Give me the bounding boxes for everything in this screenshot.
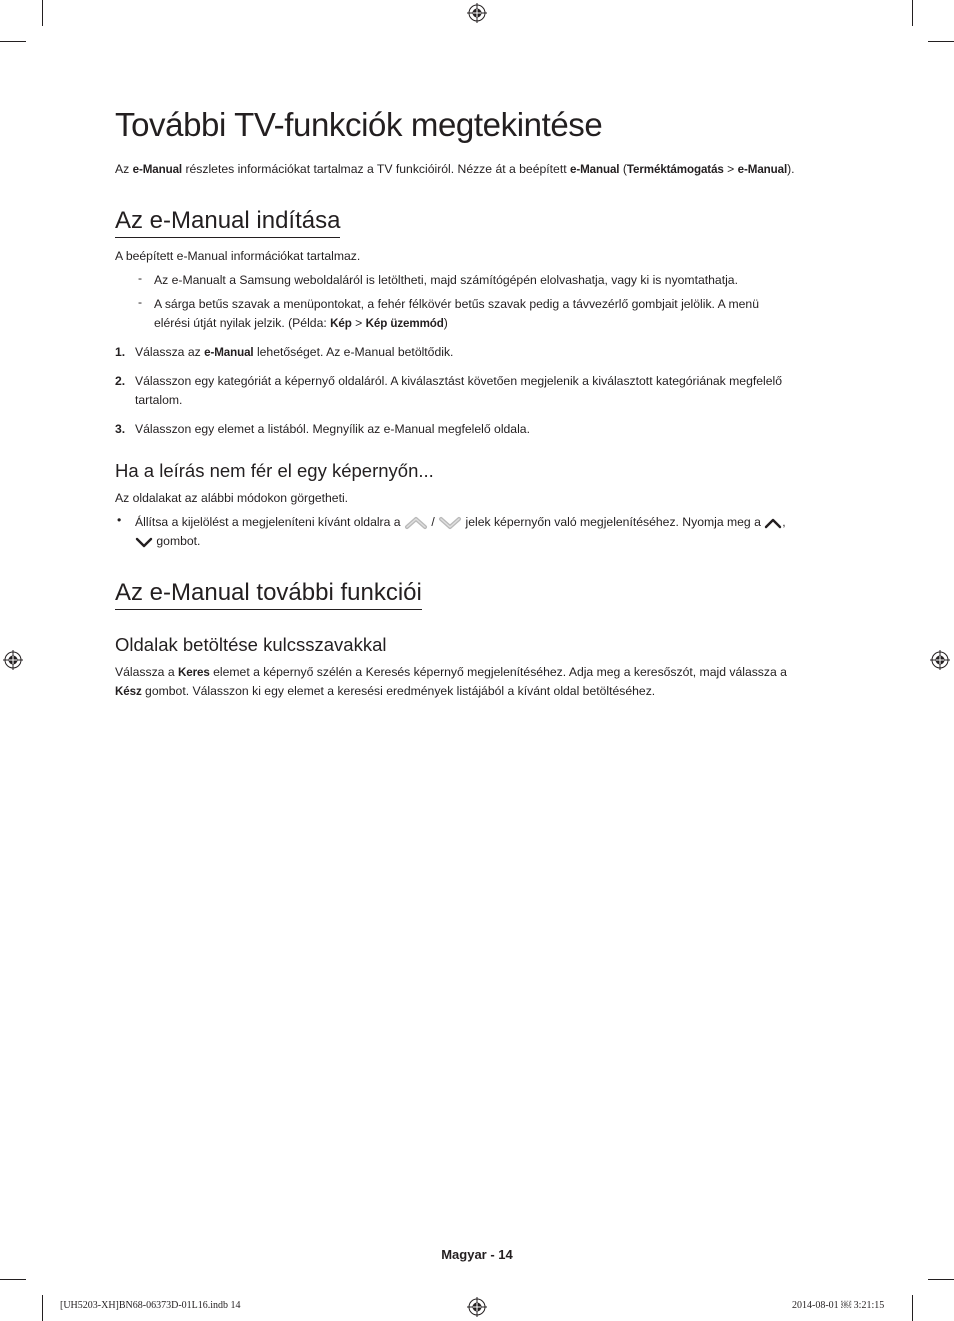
menu-term: Terméktámogatás	[626, 163, 724, 176]
chevron-down-icon	[135, 535, 153, 549]
crop-mark	[42, 1295, 43, 1321]
crop-mark	[912, 1295, 913, 1321]
print-slug-left: [UH5203-XH]BN68-06373D-01L16.indb 14	[60, 1300, 241, 1311]
note-item-cont: elérési útját nyilak jelzik. (Példa: Kép > Kép üzemmód)	[154, 316, 448, 330]
page-title: További TV-funkciók megtekintése	[115, 106, 603, 143]
chevron-up-icon	[764, 516, 782, 530]
section-heading: Az e-Manual indítása	[115, 207, 340, 238]
registration-mark-icon	[3, 650, 23, 670]
crop-mark	[928, 41, 954, 42]
step-text-cont: tartalom.	[135, 393, 183, 407]
button-term: Kész	[115, 685, 142, 698]
crop-mark	[0, 1279, 26, 1280]
page-number: Magyar - 14	[441, 1247, 513, 1262]
crop-mark	[912, 0, 913, 26]
bullet-text: Állítsa a kijelölést a megjeleníteni kívánt oldalra a / jelek képernyőn való megjelenítéséhez. Nyomja meg a ,	[135, 515, 786, 529]
registration-mark-icon	[467, 3, 487, 23]
chevron-up-shaded-icon	[404, 515, 428, 531]
menu-term: e-Manual	[204, 346, 254, 359]
registration-mark-icon	[467, 1297, 487, 1317]
subsection-lead: Az oldalakat az alábbi módokon görgetheti.	[115, 491, 349, 505]
step-text: Válassza az e-Manual lehetőséget. Az e-Manual betöltődik.	[135, 345, 454, 359]
registration-mark-icon	[930, 650, 950, 670]
chevron-down-shaded-icon	[438, 515, 462, 531]
step-number: 3.	[115, 422, 126, 436]
note-item: A sárga betűs szavak a menüpontokat, a fehér félkövér betűs szavak pedig a távvezérlő gombjait jelölik. A menü	[154, 297, 759, 311]
step-number: 2.	[115, 374, 126, 388]
bullet-text-cont: gombot.	[135, 532, 200, 552]
menu-term: Kép	[330, 317, 352, 330]
section-heading: Az e-Manual további funkciói	[115, 579, 422, 610]
step-number: 1.	[115, 345, 126, 359]
dash-marker: -	[138, 271, 143, 285]
crop-mark	[0, 41, 26, 42]
paragraph-cont: Kész gombot. Válasszon ki egy elemet a keresési eredmények listájából a kívánt oldal betöltéséhez.	[115, 684, 656, 698]
subsection-heading: Ha a leírás nem fér el egy képernyőn...	[115, 460, 434, 481]
subsection-heading: Oldalak betöltése kulcsszavakkal	[115, 634, 387, 655]
section-lead: A beépített e-Manual információkat tartalmaz.	[115, 249, 361, 263]
paragraph: Válassza a Keres elemet a képernyő szélén a Keresés képernyő megjelenítéséhez. Adja meg a keresőszót, majd válassza a	[115, 665, 787, 679]
print-slug-right: 2014-08-01 ￼ 3:21:15	[792, 1300, 885, 1311]
menu-term: Kép üzemmód	[365, 317, 444, 330]
menu-term: e-Manual	[569, 163, 620, 176]
menu-term: e-Manual	[132, 163, 183, 176]
dash-marker: -	[138, 295, 143, 309]
bullet-marker: •	[117, 513, 122, 527]
crop-mark	[42, 0, 43, 26]
crop-mark	[928, 1279, 954, 1280]
step-text: Válasszon egy kategóriát a képernyő oldaláról. A kiválasztást követően megjelenik a kiválasztott kategóriának megfelelő	[135, 374, 782, 388]
intro-paragraph: Az e-Manual részletes információkat tartalmaz a TV funkcióiról. Nézze át a beépített e-Manual (Terméktámogatás > e-Manual).	[115, 162, 795, 176]
menu-term: Keres	[178, 666, 210, 679]
menu-term: e-Manual	[737, 163, 788, 176]
note-item: Az e-Manualt a Samsung weboldaláról is letöltheti, majd számítógépén elolvashatja, vagy ki is nyomtathatja.	[154, 273, 738, 287]
step-text: Válasszon egy elemet a listából. Megnyílik az e-Manual megfelelő oldala.	[135, 422, 530, 436]
